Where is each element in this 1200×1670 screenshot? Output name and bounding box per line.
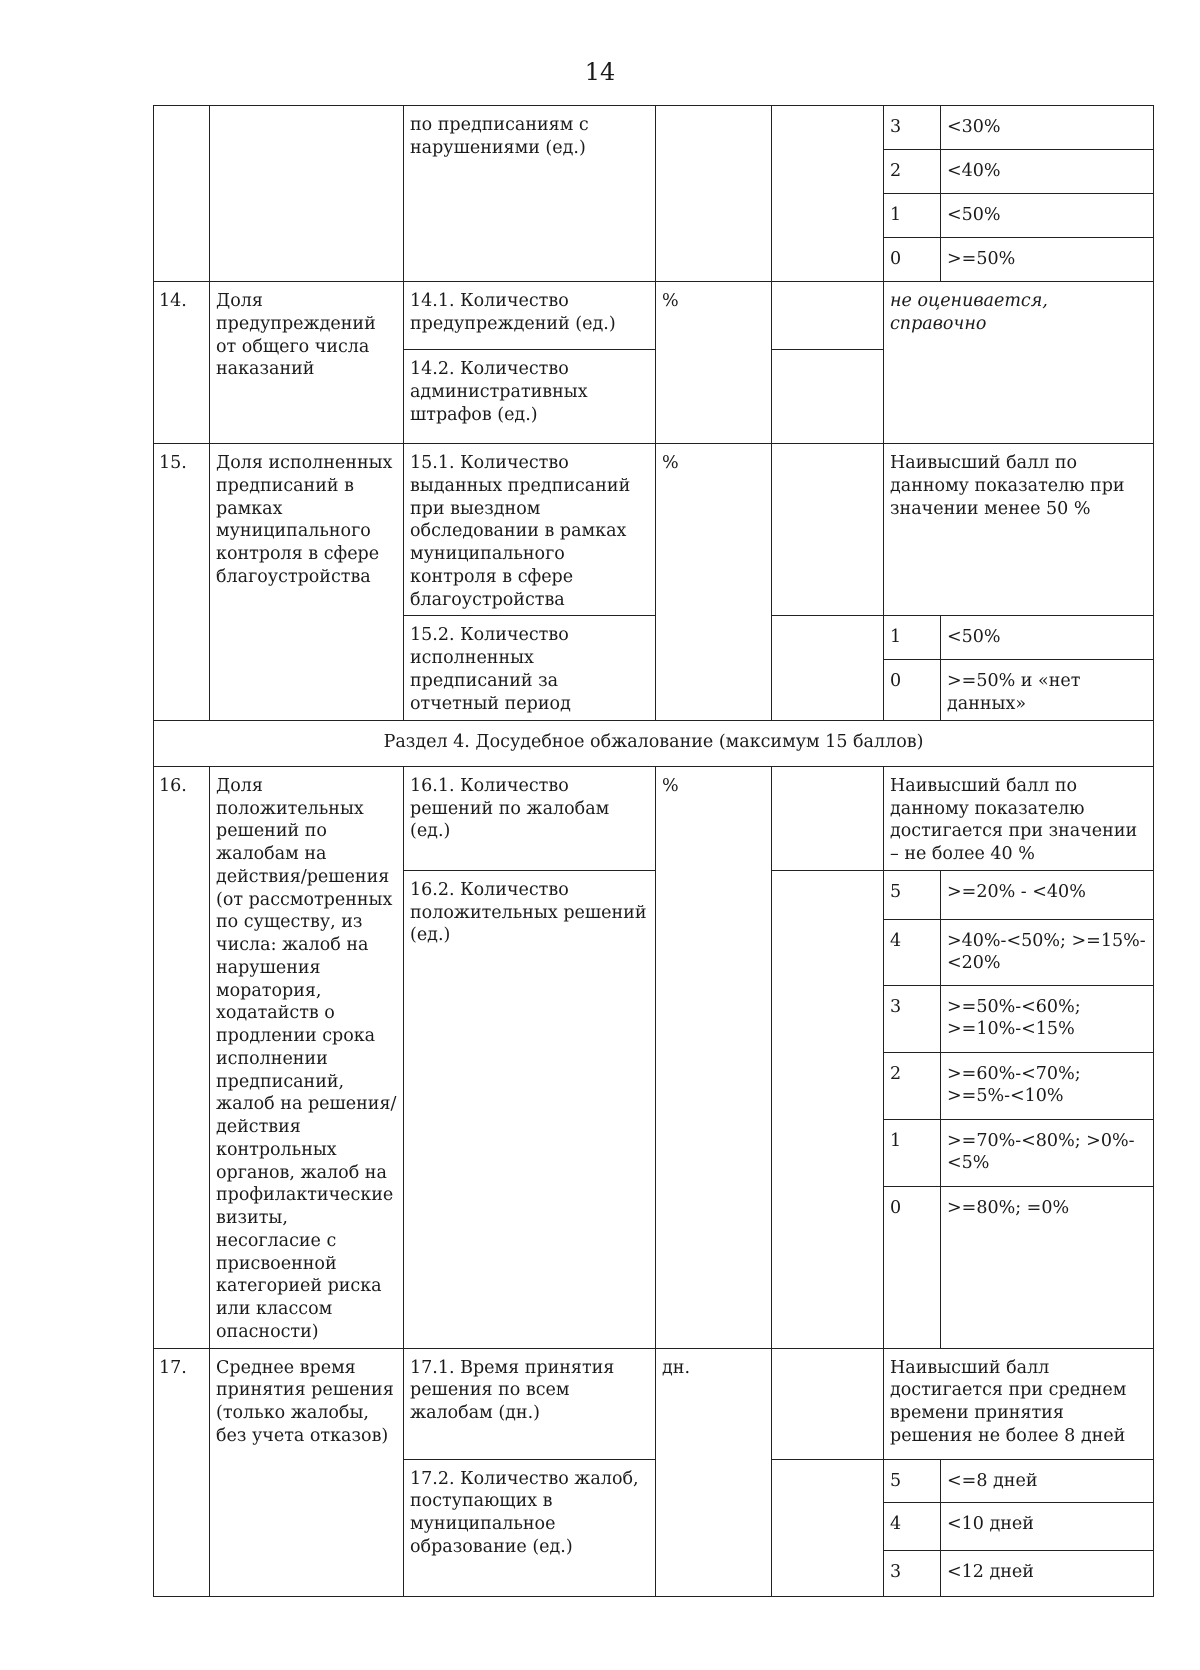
score-cell: 4	[884, 1502, 941, 1550]
row-number: 14.	[154, 282, 210, 444]
row-13-name-cell	[210, 106, 404, 282]
score-cell: 2	[884, 1052, 941, 1119]
score-cell: 0	[884, 1186, 941, 1348]
range-cell: >=70%-<80%; >0%-<5%	[941, 1119, 1154, 1186]
table-row	[154, 106, 1154, 150]
range-cell: >40%-<50%; >=15%-<20%	[941, 919, 1154, 985]
sub-indicator: 14.2. Количество административных штрафов (ед.)	[404, 350, 656, 444]
sub-indicator: 16.1. Количество решений по жалобам (ед.)	[404, 766, 656, 870]
range-cell: >=80%; =0%	[941, 1186, 1154, 1348]
value-cell	[772, 444, 884, 616]
score-note: Наивысший балл по данному показателю достигается при значении – не более 40 %	[884, 766, 1154, 870]
table-row	[154, 1348, 1154, 1459]
range-cell: >=60%-<70%; >=5%-<10%	[941, 1052, 1154, 1119]
indicator-name: Среднее время принятия решения (только жалобы, без учета отказов)	[210, 1348, 404, 1596]
unit-cell: %	[656, 766, 772, 1348]
score-cell: 3	[884, 106, 941, 150]
score-cell: 5	[884, 1459, 941, 1502]
page-number: 14	[584, 58, 616, 86]
score-cell: 5	[884, 870, 941, 919]
sub-indicator: 17.1. Время принятия решения по всем жалобам (дн.)	[404, 1348, 656, 1459]
row-13-unit-cell	[656, 106, 772, 282]
row-number: 16.	[154, 766, 210, 1348]
score-cell: 1	[884, 194, 941, 238]
range-cell: >=20% - <40%	[941, 870, 1154, 919]
score-cell: 4	[884, 919, 941, 985]
range-cell: >=50% и «нет данных»	[941, 660, 1154, 721]
score-cell: 1	[884, 1119, 941, 1186]
range-cell: >=50%	[941, 238, 1154, 282]
sub-indicator: 16.2. Количество положительных решений (ед.)	[404, 870, 656, 1348]
score-cell: 0	[884, 660, 941, 721]
value-cell	[772, 350, 884, 444]
value-cell	[772, 282, 884, 350]
value-cell	[772, 870, 884, 1348]
row-number: 17.	[154, 1348, 210, 1596]
score-cell: 3	[884, 985, 941, 1052]
value-cell	[772, 616, 884, 721]
score-cell: 3	[884, 1550, 941, 1596]
range-cell: <50%	[941, 616, 1154, 660]
table-row	[154, 282, 1154, 350]
section-heading: Раздел 4. Досудебное обжалование (максимум 15 баллов)	[154, 720, 1154, 766]
range-cell: <10 дней	[941, 1502, 1154, 1550]
table-row	[154, 766, 1154, 870]
table-row	[154, 444, 1154, 616]
unit-cell: %	[656, 282, 772, 444]
score-note: Наивысший балл достигается при среднем времени принятия решения не более 8 дней	[884, 1348, 1154, 1459]
range-cell: <30%	[941, 106, 1154, 150]
sub-indicator: 15.1. Количество выданных предписаний при выездном обследовании в рамках муниципального контроля в сфере благоустройства	[404, 444, 656, 616]
range-cell: >=50%-<60%; >=10%-<15%	[941, 985, 1154, 1052]
score-cell: 2	[884, 150, 941, 194]
score-note: не оценивается, справочно	[884, 282, 1154, 444]
range-cell: <=8 дней	[941, 1459, 1154, 1502]
row-13-value-cell	[772, 106, 884, 282]
value-cell	[772, 1459, 884, 1596]
range-cell: <12 дней	[941, 1550, 1154, 1596]
row-13-indicator: по предписаниям с нарушениями (ед.)	[404, 106, 656, 282]
table-row	[154, 720, 1154, 766]
indicator-name: Доля исполненных предписаний в рамках муниципального контроля в сфере благоустройства	[210, 444, 404, 721]
unit-cell: дн.	[656, 1348, 772, 1596]
unit-cell: %	[656, 444, 772, 721]
indicator-name: Доля предупреждений от общего числа наказаний	[210, 282, 404, 444]
score-cell: 0	[884, 238, 941, 282]
value-cell	[772, 766, 884, 870]
range-cell: <50%	[941, 194, 1154, 238]
score-note: Наивысший балл по данному показателю при значении менее 50 %	[884, 444, 1154, 616]
sub-indicator: 14.1. Количество предупреждений (ед.)	[404, 282, 656, 350]
indicator-name: Доля положительных решений по жалобам на действия/решения (от рассмотренных по существу, из числа: жалоб на нарушения моратория, ходатайств о продлении срока исполнении предписаний, жалоб на решения/действия контрольных органов, жалоб на профилактические визиты, несогласие с присвоенной категорией риска или классом опасности)	[210, 766, 404, 1348]
score-cell: 1	[884, 616, 941, 660]
value-cell	[772, 1348, 884, 1459]
sub-indicator: 17.2. Количество жалоб, поступающих в муниципальное образование (ед.)	[404, 1459, 656, 1596]
criteria-table	[153, 105, 1154, 1597]
range-cell: <40%	[941, 150, 1154, 194]
row-number: 15.	[154, 444, 210, 721]
row-13-num-cell	[154, 106, 210, 282]
sub-indicator: 15.2. Количество исполненных предписаний за отчетный период	[404, 616, 656, 721]
